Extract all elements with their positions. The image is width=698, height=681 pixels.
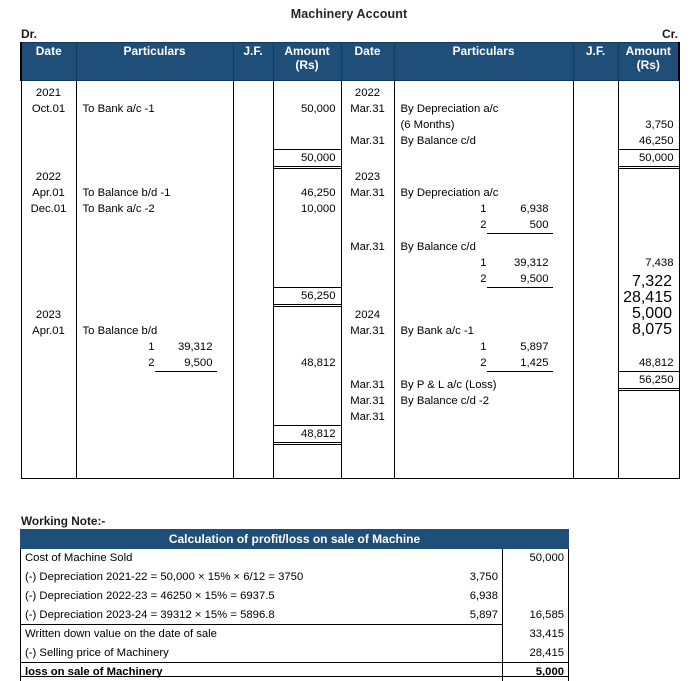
credit-particular: By Depreciation a/c	[400, 187, 499, 199]
col-header-jf-debit: J.F.	[233, 43, 273, 81]
debit-particulars-column	[76, 81, 233, 479]
wn-mid: 3,750	[431, 568, 503, 587]
wn-desc: (-) Selling price of Machinery	[21, 644, 431, 663]
working-note-heading: Calculation of profit/loss on sale of Machine	[21, 530, 569, 549]
credit-particular: By P & L a/c (Loss)	[400, 379, 497, 391]
debit-amount: 10,000	[300, 203, 336, 215]
working-note-table	[20, 529, 569, 681]
credit-date-column	[341, 81, 394, 479]
col-header-amount-credit	[618, 43, 679, 81]
wn-end: 33,415	[503, 625, 569, 644]
credit-amount: 8,075	[631, 321, 672, 338]
credit-subrow	[471, 339, 553, 355]
debit-date: Apr.01	[32, 325, 65, 337]
credit-side-label: Cr.	[661, 27, 678, 41]
wn-desc: (-) Depreciation 2021-22 = 50,000 × 15% × 6/12 = 3750	[21, 568, 431, 587]
debit-total: 48,812	[300, 428, 336, 440]
credit-date: Mar.31	[350, 103, 385, 115]
wn-total-desc: loss on sale of Machinery	[21, 663, 503, 681]
credit-particular: By Balance c/d	[400, 241, 476, 253]
credit-date: Mar.31	[350, 379, 385, 391]
credit-amount: 46,250	[638, 135, 674, 147]
debit-date-column	[21, 81, 76, 479]
amount-label-line2: (Rs)	[295, 57, 319, 72]
credit-particular: By Balance c/d -2	[400, 395, 490, 407]
subrow-figure: 500	[487, 217, 553, 234]
working-note-header-row	[21, 530, 569, 549]
credit-amount: 3,750	[645, 119, 674, 131]
debit-subrow	[139, 355, 217, 371]
working-note-row	[21, 625, 569, 644]
col-header-date-debit: Date	[21, 43, 76, 81]
credit-date: Mar.31	[350, 241, 385, 253]
wn-end: 16,585	[503, 606, 569, 625]
wn-total-end: 5,000	[503, 663, 569, 681]
amount-label-line1: Amount	[284, 44, 330, 58]
credit-amount: 5,000	[631, 305, 672, 322]
working-note-row	[21, 644, 569, 663]
wn-mid	[431, 644, 503, 663]
debit-particular: To Bank a/c -1	[82, 103, 155, 115]
credit-subrow	[471, 217, 553, 233]
col-header-amount-debit	[273, 43, 341, 81]
wn-end	[503, 587, 569, 606]
debit-subrow	[139, 339, 217, 355]
subrow-index: 1	[148, 341, 155, 353]
credit-date: 2023	[354, 171, 381, 183]
subrow-index: 1	[480, 203, 487, 215]
wn-desc: (-) Depreciation 2023-24 = 39312 × 15% = 5896.8	[21, 606, 431, 625]
ledger-header-row	[21, 43, 679, 81]
working-note-label: Working Note:-	[21, 514, 106, 528]
wn-desc: Written down value on the date of sale	[21, 625, 431, 644]
credit-date: Mar.31	[350, 187, 385, 199]
working-note-row	[21, 568, 569, 587]
subrow-figure: 1,425	[487, 355, 553, 372]
col-header-date-credit: Date	[341, 43, 394, 81]
credit-total: 56,250	[638, 374, 674, 386]
credit-subrow	[471, 271, 553, 287]
subrow-figure: 5,897	[520, 341, 549, 353]
credit-date: 2022	[354, 87, 381, 99]
debit-date: 2021	[35, 87, 62, 99]
credit-particular: (6 Months)	[400, 119, 455, 131]
working-note-row	[21, 587, 569, 606]
col-header-particulars-debit: Particulars	[76, 43, 233, 81]
wn-mid: 5,897	[431, 606, 503, 625]
credit-subrow	[471, 201, 553, 217]
subrow-figure: 6,938	[520, 203, 549, 215]
debit-date: Dec.01	[30, 203, 67, 215]
credit-subrow	[471, 355, 553, 371]
subrow-index: 2	[148, 357, 155, 369]
col-header-jf-credit: J.F.	[573, 43, 618, 81]
debit-amount: 48,812	[300, 357, 336, 369]
col-header-particulars-credit: Particulars	[394, 43, 573, 81]
credit-particular: By Bank a/c -1	[400, 325, 474, 337]
subrow-figure: 9,500	[155, 355, 217, 372]
credit-date: Mar.31	[350, 135, 385, 147]
credit-date: Mar.31	[350, 395, 385, 407]
working-note-total-row	[21, 663, 569, 681]
credit-amount: 7,322	[631, 273, 672, 290]
wn-desc: Cost of Machine Sold	[21, 549, 431, 568]
debit-particular: To Bank a/c -2	[82, 203, 155, 215]
page-title: Machinery Account	[290, 7, 408, 21]
amount2-label-line2: (Rs)	[636, 57, 660, 72]
debit-date: Oct.01	[31, 103, 66, 115]
debit-date: 2023	[35, 309, 62, 321]
subrow-figure: 39,312	[177, 341, 213, 353]
wn-desc: (-) Depreciation 2022-23 = 46250 × 15% = 6937.5	[21, 587, 431, 606]
subrow-index: 2	[480, 219, 487, 231]
debit-jf-column	[233, 81, 273, 479]
machinery-account-ledger	[20, 42, 680, 479]
credit-date: Mar.31	[350, 325, 385, 337]
ledger-body-row	[21, 81, 679, 479]
credit-particular: By Depreciation a/c	[400, 103, 499, 115]
debit-date: Apr.01	[32, 187, 65, 199]
debit-total: 56,250	[300, 290, 336, 302]
credit-amount: 7,438	[645, 257, 674, 269]
working-note-row	[21, 606, 569, 625]
credit-subrow	[471, 255, 553, 271]
credit-particulars-column	[394, 81, 573, 479]
wn-mid	[431, 549, 503, 568]
wn-mid: 6,938	[431, 587, 503, 606]
subrow-index: 1	[480, 341, 487, 353]
debit-amount-column	[273, 81, 341, 479]
working-note-row	[21, 549, 569, 568]
credit-jf-column	[573, 81, 618, 479]
wn-end: 50,000	[503, 549, 569, 568]
debit-date: 2022	[35, 171, 62, 183]
debit-total: 50,000	[300, 152, 336, 164]
subrow-index: 2	[480, 357, 487, 369]
credit-date: Mar.31	[350, 411, 385, 423]
subrow-index: 1	[480, 257, 487, 269]
working-note-bottom-rule	[20, 676, 568, 677]
debit-particular: To Balance b/d	[82, 325, 158, 337]
amount2-label-line1: Amount	[625, 44, 671, 58]
credit-amount: 48,812	[638, 357, 674, 369]
subrow-index: 2	[480, 273, 487, 285]
debit-amount: 50,000	[300, 103, 336, 115]
subrow-figure: 39,312	[513, 257, 549, 269]
credit-total: 50,000	[638, 152, 674, 164]
credit-amount: 28,415	[623, 289, 672, 306]
debit-side-label: Dr.	[21, 27, 38, 41]
credit-amount-column	[618, 81, 679, 479]
wn-mid	[431, 625, 503, 644]
subrow-figure: 9,500	[487, 271, 553, 288]
credit-date: 2024	[354, 309, 381, 321]
credit-particular: By Balance c/d	[400, 135, 476, 147]
debit-amount: 46,250	[300, 187, 336, 199]
wn-end	[503, 568, 569, 587]
debit-particular: To Balance b/d -1	[82, 187, 171, 199]
wn-end: 28,415	[503, 644, 569, 663]
